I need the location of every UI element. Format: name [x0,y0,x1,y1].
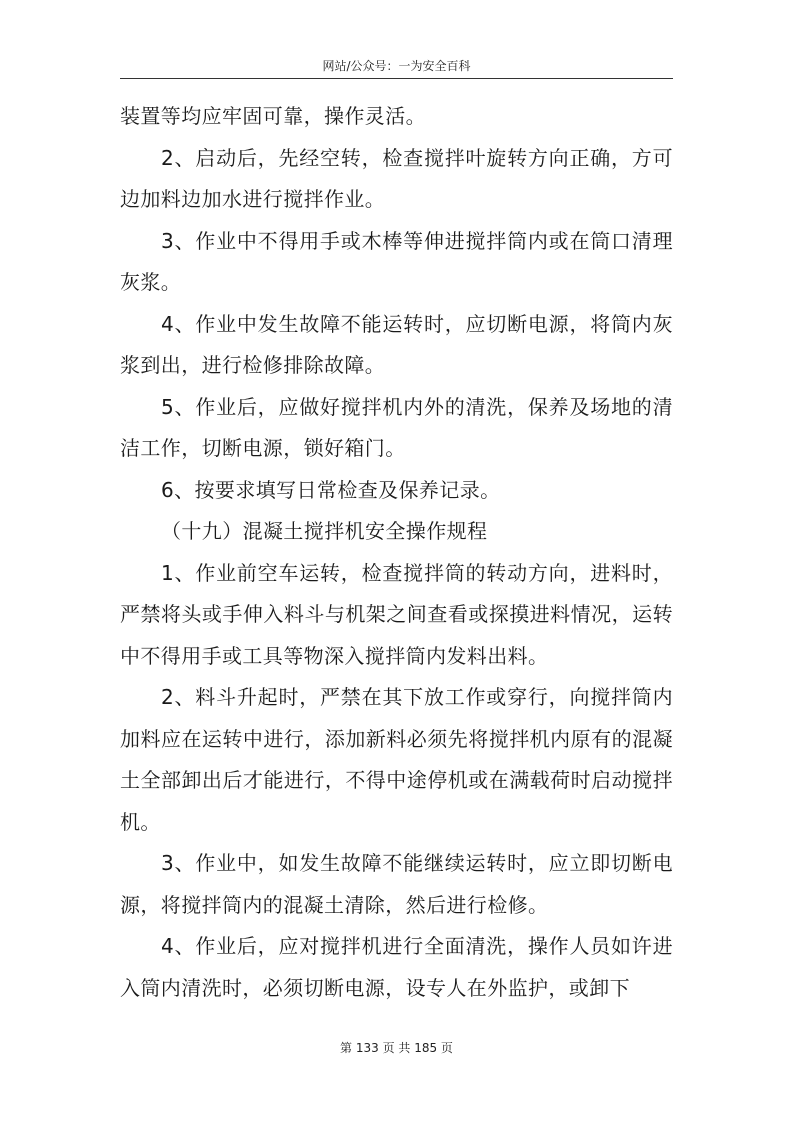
document-body [120,96,673,1009]
page-footer: 第 133 页 共 185 页 [340,1041,453,1055]
paragraph: 5、作业后，应做好搅拌机内外的清洗，保养及场地的清洁工作，切断电源，锁好箱门。 [120,394,673,460]
paragraph: 4、作业后，应对搅拌机进行全面清洗，操作人员如许进入筒内清洗时，必须切断电源，设专人在外监护，或卸下 [120,934,673,1000]
paragraph: 4、作业中发生故障不能运转时，应切断电源，将筒内灰浆到出，进行检修排除故障。 [120,311,673,377]
section-heading: （十九）混凝土搅拌机安全操作规程 [161,519,488,543]
paragraph: 3、作业中，如发生故障不能继续运转时，应立即切断电源，将搅拌筒内的混凝土清除，然后进行检修。 [120,851,673,917]
paragraph: 装置等均应牢固可靠，操作灵活。 [120,104,426,128]
paragraph: 1、作业前空车运转，检查搅拌筒的转动方向，进料时，严禁将头或手伸入料斗与机架之间查看或探摸进料情况，运转中不得用手或工具等物深入搅拌筒内发料出料。 [120,560,673,668]
paragraph: 3、作业中不得用手或木棒等伸进搅拌筒内或在筒口清理灰浆。 [120,228,673,294]
page-header: 网站/公众号：一为安全百科 [322,59,471,73]
paragraph: 6、按要求填写日常检查及保养记录。 [161,477,501,502]
header-divider [120,78,673,79]
paragraph: 2、料斗升起时，严禁在其下放工作或穿行，向搅拌筒内加料应在运转中进行，添加新料必须先将搅拌机内原有的混凝土全部卸出后才能进行，不得中途停机或在满载荷时启动搅拌机。 [120,685,673,834]
paragraph: 2、启动后，先经空转，检查搅拌叶旋转方向正确，方可边加料边加水进行搅拌作业。 [120,145,673,211]
